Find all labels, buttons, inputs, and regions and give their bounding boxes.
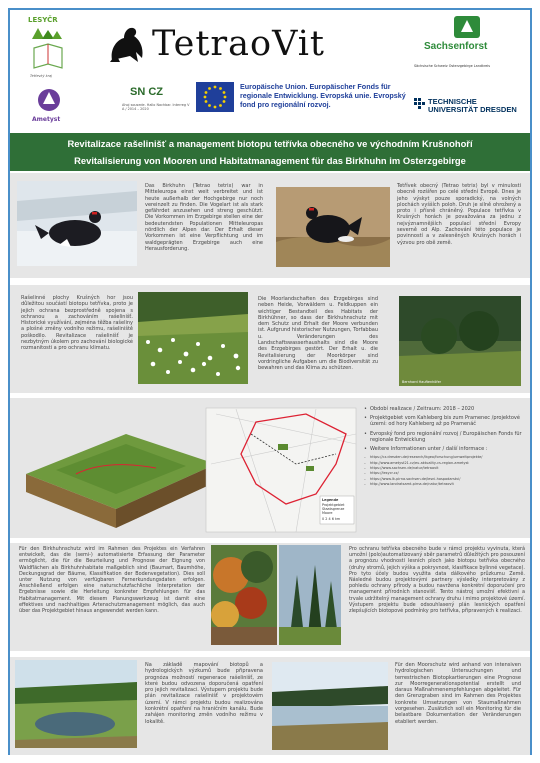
tud-label: TECHNISCHE UNIVERSITÄT DRESDEN xyxy=(428,97,517,114)
info-item: • Projektgebiet vom Kahleberg bis zum Pramenec /projektové území: od hory Kahleberg až po Pramenáč xyxy=(364,415,524,427)
header xyxy=(10,10,530,130)
forest-spruce-photo xyxy=(279,545,341,645)
project-map xyxy=(16,404,366,536)
block-4-cz: Pro ochranu tetřívka obecného bude v rámci projektu vyvinuta, která umožní (polo)automatizovaný sběr parametrů důležitých pro posouzení a prognózu vhodnosti lesních ploch jako biotopu tetřívka obecného (druhy stromů, jejich výška a pokryvnost, klasifikace bylinné vegetace). Pro tyto účely budou využita data dálkového průzkumu Země. Následné budou projektovými partnery výsledky interpretovány z pohledu ochrany přírody a budou navrženа konkrétní doporučení pro management přírodních stanovišť. Tento nástroj umožní efektivní a trvale udržitelný management ochrany druhu i mimo projektové území. Výstupem projektu bude odsouhlasený plán lesnických opatření zlepšujících biotopové podmínky pro tetřívka, připravených k realizaci. xyxy=(349,546,525,615)
separator xyxy=(10,539,530,542)
overview-map xyxy=(206,408,356,532)
project-title: TetraoVit xyxy=(152,24,325,64)
sn-cz-label: SN CZ xyxy=(130,86,163,98)
ametyst-icon xyxy=(36,88,62,112)
map-legend-title: Legende xyxy=(322,498,339,502)
grouse-silhouette-icon xyxy=(106,22,148,64)
info-link[interactable]: – https://www.lk-pirna.sachsen.de/lesni-hospodarstvi/ xyxy=(364,477,524,481)
ahoj-label: Ahoj sousede. Hallo Nachbar. Interreg V A / 2014 – 2020 xyxy=(122,103,190,112)
info-link[interactable]: – https://www.sachsen.de/natur/tetraovit xyxy=(364,466,524,470)
map-scale: 0 2 4 6 km xyxy=(322,517,341,521)
tud-icon xyxy=(414,98,426,112)
block-2-de: Die Moorlandschaften des Erzgebirges sind neben Heide, Vorwäldern u. Feldkuppen ein wichtiger Bestandteil des Habitats der Birkhühner, so dass der Birkhuhnschutz mit dem Schutz und Erhalt der Moore verbunden ist. Aufgrund historischer Nutzungen, Torfabbau u. Veränderungen des Landschaftswasserhaushalts sind die Moore des Erzgebirges gestört. Der Erhalt u. die Revitalisierung der Moorkörper sind vordringliche Aufgaben um die Biodiversität zu bewahren und das Klima zu schützen. xyxy=(258,296,378,372)
cotton-grass-photo xyxy=(138,292,248,384)
forest-autumn-photo xyxy=(211,545,277,645)
ametyst-logo xyxy=(32,88,72,123)
info-link[interactable]: – http://www.landratsamt-pirna.de/natur/tetraovit xyxy=(364,482,524,486)
ametyst-label: Ametyst xyxy=(32,116,61,123)
sachsenforst-icon xyxy=(454,16,480,38)
sachsenforst-label: Sachsenforst xyxy=(424,41,488,52)
tetrevy-kraj-logo xyxy=(30,42,70,80)
info-item: • Období realizace / Zeitraum: 2018 – 2020 xyxy=(364,406,524,412)
separator xyxy=(10,280,530,283)
info-link[interactable]: – https://lesycr.cz/ xyxy=(364,471,524,475)
terrain-block xyxy=(26,434,216,528)
forest-icon xyxy=(30,27,64,39)
info-links xyxy=(364,455,524,486)
block-1-cz: Tetřívek obecný (Tetrao tetrix) byl v minulosti obecně rozšířen po celé střední Evropě. Dnes je jeho výskyt pouze sporadický, na volných plochách vyšších poloh. Druh je silně ohrožený a proto i přísně chráněný. Populace tetřívka v Krušných horách je považována za jednu z nejvýznamnějších populací střední Evropy severně od Alp. Zachování této populace je povinností a v zalesněných Krušných horách i výzvou pro obě země. xyxy=(397,183,521,246)
bog-pond-photo xyxy=(15,660,137,748)
eu-text: Europäische Union. Europäischer Fonds für regionale Entwicklung. Evropská unie. Evropský fond pro regionální rozvoj. xyxy=(240,82,406,109)
title-cz: Revitalizace rašelinišť a management biotopu tetřívka obecného ve východním Krušnohoří xyxy=(67,138,473,149)
tetrevy-kraj-label: Tetřevký kraj xyxy=(30,74,52,78)
info-list xyxy=(364,406,524,488)
block-1-de: Das Birkhuhn (Tetrao tetrix) war in Mitteleuropa einst weit verbreitet und ist heute außerhalb der Hochgebirge nur noch vereinzelt zu finden. Die Vogelart ist als stark gefährdet anzusehen und streng geschützt. Die Vorkommen im Erzgebirge stellen eine der bedeutendsten Populationen Mitteleuropas nördlich der Alpen dar. Der Erhalt dieser Vorkommen ist eine Verpflichtung und im waldgeprägten Erzgebirge auch eine Herausforderung. xyxy=(145,183,263,252)
lesycr-logo xyxy=(28,16,68,43)
eu-flag-icon xyxy=(196,82,234,112)
title-bar xyxy=(10,133,530,171)
block-2-cz: Rašelinné plochy Krušných hor jsou důležitou součástí biotopu tetřívka, proto je jejich ochrana bezprostředně spojena s ochranou a zachováním rašelinišť. Historické využívání, zejména těžba rašeliny a plošné změny vodního režimu, rašeliniště poškodilo. Revitalizace rašelinišť je nezbytným úkolem pro zachování biologické rozmanitosti a pro ochranu klimatu. xyxy=(21,295,133,352)
title-de: Revitalisierung von Mooren und Habitatmanagement für das Birkhuhn im Osterzgebirge xyxy=(74,155,466,166)
bog-pine-photo xyxy=(399,296,521,386)
photo-credit: Bernhard Hauftenhöfer xyxy=(402,379,442,384)
info-item: • Weitere Informationen unter / další informace : xyxy=(364,446,524,452)
block-4-de: Für den Birkhuhnschutz wird im Rahmen des Projektes ein Verfahren entwickelt, das die (semi-) automatisierte Erfassung der Parameter ermöglicht, die für die Beurteilung und Prognose der Eignung von Waldflächen als Birkhuhnhabitate maßgeblich sind (Baumart, Baumhöhe, Deckungsgrad der Bäume, Klassifikation der Bodenvegetation). Dies soll unter Nutzung von verfügbaren Fernerkundungsdaten erfolgen. Anschließend erfolgen eine naturschutzfachliche Interpretation der Ergebnisse sowie die Herleitung konkreter Empfehlungen für das Habitatmanagement. Mit diesem Planungswerkzeug ist damit eine effektives und nachhaltiges Artenschutzmanagement möglich, das auch über das Projektgebiet hinaus angewendet werden kann. xyxy=(19,546,205,615)
map-legend-item: Projektgebiet xyxy=(322,503,345,507)
map-legend-item: Moore xyxy=(322,511,333,515)
grouse-moor-photo xyxy=(276,187,390,267)
sachsenforst-sub-label: Sächsische Schweiz Osterzgebirge Landkreis xyxy=(414,64,491,68)
info-link[interactable]: – https://cz.dresden.de/research/lkgeo/forschung/umweltprojekte/ xyxy=(364,455,524,459)
moor-lake-photo xyxy=(272,662,388,750)
map-legend-item: Staatsgrenze xyxy=(322,507,345,511)
lesycr-label: LESYČR xyxy=(28,16,58,24)
separator xyxy=(10,653,530,656)
book-icon xyxy=(30,42,66,70)
block-5-cz: Na základě mapování biotopů a hydrologických výzkumů bude připravena prognóza možností regenerace rašelinišť, ze které budou odvozena doporučená opatření pro jejich revitalizaci. Výstupem projektu bude plán revitalizace rašelinišť v projektovém území. V rámci projektu budou realizována konkrétní opatření na hraničním kanálu. Bude zahájen monitoring změn vodního režimu v lokalitě. xyxy=(145,662,263,725)
info-item: • Evropský fond pro regionální rozvoj / Europäischen Fonds für regionale Entwicklung xyxy=(364,431,524,443)
grouse-snow-photo xyxy=(17,181,137,266)
block-5-de: Für den Moorschutz wird anhand von intensiven hydrologischen Untersuchungen und terrestrischen Biotopkartierungen eine Prognose zur Moorregenerationspotential erstellt und daraus Maßnahmenempfehlungen abgeleitet. Für den Grenzgraben sind im Rahmen des Projektes konkrete Umsetzungen von Staumaßnahmen vorgesehen. Zusätzlich soll ein Monitoring für die belastbare Dokumentation der Veränderungen etabliert werden. xyxy=(395,662,521,725)
separator xyxy=(10,394,530,397)
info-link[interactable]: – http://www.ametyst21.cz/eu-aktuality-cs-region-ametyst xyxy=(364,461,524,465)
